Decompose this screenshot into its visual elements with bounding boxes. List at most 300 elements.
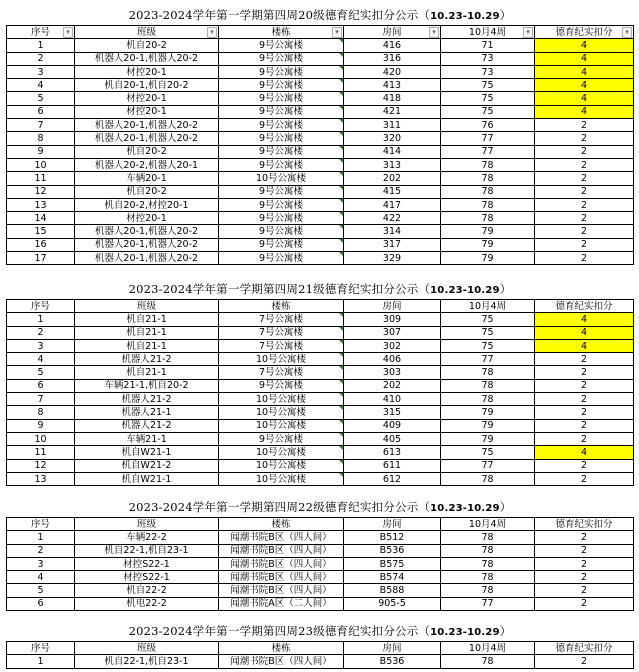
deduction-cell: 2 xyxy=(535,379,634,392)
score-cell: 75 xyxy=(441,446,535,459)
table-row xyxy=(7,655,634,668)
class-cell: 材控S22-1 xyxy=(75,571,219,584)
score-cell: 78 xyxy=(441,198,535,211)
deduction-cell: 4 xyxy=(535,65,634,78)
class-cell: 材控20-1 xyxy=(75,65,219,78)
column-header: 序号 xyxy=(7,642,75,655)
table-row xyxy=(7,119,634,132)
class-cell: 车辆20-1 xyxy=(75,172,219,185)
deduction-cell: 2 xyxy=(535,584,634,597)
table-row xyxy=(7,531,634,544)
table-row xyxy=(7,366,634,379)
table-row xyxy=(7,459,634,472)
column-header: 10月4周 xyxy=(441,642,535,655)
class-cell: 材控20-1 xyxy=(75,212,219,225)
building-cell: 9号公寓楼 xyxy=(219,105,344,118)
table-row xyxy=(7,544,634,557)
table-grade-21 xyxy=(6,280,634,486)
table-row xyxy=(7,105,634,118)
table-row xyxy=(7,406,634,419)
class-cell: 机器人21-2 xyxy=(75,353,219,366)
room-cell: 413 xyxy=(344,79,441,92)
index-cell: 6 xyxy=(7,105,75,118)
class-cell: 机自W21-1 xyxy=(75,446,219,459)
index-cell: 13 xyxy=(7,198,75,211)
building-cell: 9号公寓楼 xyxy=(219,92,344,105)
table-grade-22 xyxy=(6,498,634,611)
class-cell: 机自21-1 xyxy=(75,326,219,339)
building-cell: 7号公寓楼 xyxy=(219,366,344,379)
class-cell: 机自W21-2 xyxy=(75,459,219,472)
title-suffix: ） xyxy=(499,499,512,514)
table-row xyxy=(7,172,634,185)
score-cell: 78 xyxy=(441,531,535,544)
class-cell: 机自21-1 xyxy=(75,339,219,352)
index-cell: 1 xyxy=(7,531,75,544)
table-row xyxy=(7,472,634,485)
room-cell: B512 xyxy=(344,531,441,544)
deduction-cell: 4 xyxy=(535,313,634,326)
score-cell: 75 xyxy=(441,92,535,105)
column-header: 10月4周 xyxy=(441,300,535,313)
index-cell: 5 xyxy=(7,584,75,597)
index-cell: 7 xyxy=(7,119,75,132)
column-header: 德育纪实扣分 xyxy=(535,300,634,313)
deduction-cell: 2 xyxy=(535,353,634,366)
deduction-cell: 2 xyxy=(535,238,634,251)
deduction-cell: 2 xyxy=(535,393,634,406)
table-row xyxy=(7,379,634,392)
score-cell: 78 xyxy=(441,544,535,557)
deduction-cell: 2 xyxy=(535,119,634,132)
deduction-cell: 4 xyxy=(535,446,634,459)
title-suffix: ） xyxy=(499,281,512,296)
building-cell: 9号公寓楼 xyxy=(219,119,344,132)
room-cell: B574 xyxy=(344,571,441,584)
deduction-cell: 4 xyxy=(535,52,634,65)
building-cell: 9号公寓楼 xyxy=(219,65,344,78)
index-cell: 10 xyxy=(7,432,75,445)
room-cell: B588 xyxy=(344,584,441,597)
index-cell: 3 xyxy=(7,65,75,78)
table-row xyxy=(7,584,634,597)
deduction-cell: 4 xyxy=(535,105,634,118)
deduction-cell: 2 xyxy=(535,198,634,211)
deduction-cell: 4 xyxy=(535,79,634,92)
index-cell: 13 xyxy=(7,472,75,485)
class-cell: 机器人20-1,机器人20-2 xyxy=(75,132,219,145)
column-header: 房间 xyxy=(344,518,441,531)
table-title-row xyxy=(7,280,634,300)
column-header: 房间 xyxy=(344,300,441,313)
index-cell: 1 xyxy=(7,313,75,326)
room-cell: 202 xyxy=(344,379,441,392)
score-cell: 77 xyxy=(441,145,535,158)
building-cell: 9号公寓楼 xyxy=(219,52,344,65)
deduction-cell: 2 xyxy=(535,366,634,379)
title-prefix: 2023-2024学年第一学期第四周22级德育纪实扣分公示（ xyxy=(128,499,431,514)
table-row xyxy=(7,39,634,52)
deduction-cell: 2 xyxy=(535,597,634,610)
table-row xyxy=(7,158,634,171)
table-row xyxy=(7,198,634,211)
room-cell: 316 xyxy=(344,52,441,65)
deduction-cell: 4 xyxy=(535,326,634,339)
column-header: 班级 xyxy=(75,518,219,531)
room-cell: 317 xyxy=(344,238,441,251)
building-cell: 9号公寓楼 xyxy=(219,379,344,392)
title-suffix: ） xyxy=(499,7,512,22)
deduction-cell: 2 xyxy=(535,571,634,584)
room-cell: 302 xyxy=(344,339,441,352)
index-cell: 16 xyxy=(7,238,75,251)
score-cell: 79 xyxy=(441,419,535,432)
index-cell: 7 xyxy=(7,393,75,406)
table-title xyxy=(7,498,634,518)
deduction-cell: 2 xyxy=(535,406,634,419)
score-cell: 77 xyxy=(441,459,535,472)
score-cell: 73 xyxy=(441,52,535,65)
table-row xyxy=(7,212,634,225)
column-header: 10月4周 xyxy=(441,518,535,531)
room-cell: 612 xyxy=(344,472,441,485)
score-cell: 78 xyxy=(441,472,535,485)
table-header-row xyxy=(7,26,634,39)
deduction-cell: 2 xyxy=(535,655,634,668)
score-cell: 78 xyxy=(441,185,535,198)
score-cell: 75 xyxy=(441,339,535,352)
building-cell: 9号公寓楼 xyxy=(219,79,344,92)
table-title-row xyxy=(7,498,634,518)
table-row xyxy=(7,339,634,352)
class-cell: 机自20-2 xyxy=(75,39,219,52)
deduction-cell: 2 xyxy=(535,432,634,445)
title-date-range: 10.23-10.29 xyxy=(430,284,500,296)
table-row xyxy=(7,597,634,610)
class-cell: 机器人20-1,机器人20-2 xyxy=(75,52,219,65)
table-row xyxy=(7,326,634,339)
table-row xyxy=(7,353,634,366)
index-cell: 6 xyxy=(7,597,75,610)
column-header[interactable]: 楼栋 ▾ xyxy=(219,26,344,39)
column-header[interactable]: 序号 ▾ xyxy=(7,26,75,39)
index-cell: 11 xyxy=(7,172,75,185)
deduction-cell: 2 xyxy=(535,557,634,570)
building-cell: 9号公寓楼 xyxy=(219,252,344,265)
column-header: 班级 xyxy=(75,300,219,313)
room-cell: 611 xyxy=(344,459,441,472)
index-cell: 4 xyxy=(7,571,75,584)
room-cell: 905-5 xyxy=(344,597,441,610)
column-header: 序号 xyxy=(7,518,75,531)
building-cell: 9号公寓楼 xyxy=(219,145,344,158)
class-cell: 机自20-2 xyxy=(75,145,219,158)
building-cell: 10号公寓楼 xyxy=(219,419,344,432)
class-cell: 机自21-1 xyxy=(75,313,219,326)
table-row xyxy=(7,65,634,78)
index-cell: 1 xyxy=(7,655,75,668)
deduction-cell: 4 xyxy=(535,92,634,105)
score-cell: 78 xyxy=(441,655,535,668)
building-cell: 10号公寓楼 xyxy=(219,353,344,366)
building-cell: 闻潮书院B区（四人间） xyxy=(219,655,344,668)
table-row xyxy=(7,92,634,105)
deduction-cell: 2 xyxy=(535,544,634,557)
column-header[interactable]: 德育纪实扣分 ▾ xyxy=(535,26,634,39)
score-cell: 78 xyxy=(441,172,535,185)
class-cell: 车辆22-2 xyxy=(75,531,219,544)
column-header[interactable]: 班级 ▾ xyxy=(75,26,219,39)
class-cell: 车辆21-1,机自20-2 xyxy=(75,379,219,392)
building-cell: 闻潮书院A区（二人间） xyxy=(219,597,344,610)
index-cell: 2 xyxy=(7,544,75,557)
deduction-cell: 2 xyxy=(535,531,634,544)
room-cell: 202 xyxy=(344,172,441,185)
building-cell: 闻潮书院B区（四人间） xyxy=(219,544,344,557)
title-prefix: 2023-2024学年第一学期第四周23级德育纪实扣分公示（ xyxy=(128,623,431,638)
score-cell: 77 xyxy=(441,132,535,145)
deduction-cell: 2 xyxy=(535,145,634,158)
table-header-row xyxy=(7,518,634,531)
building-cell: 9号公寓楼 xyxy=(219,132,344,145)
index-cell: 3 xyxy=(7,339,75,352)
score-cell: 79 xyxy=(441,406,535,419)
deduction-cell: 2 xyxy=(535,212,634,225)
table-row xyxy=(7,446,634,459)
column-header: 德育纪实扣分 xyxy=(535,518,634,531)
building-cell: 10号公寓楼 xyxy=(219,406,344,419)
index-cell: 9 xyxy=(7,145,75,158)
room-cell: 414 xyxy=(344,145,441,158)
column-header[interactable]: 10月4周 ▾ xyxy=(441,26,535,39)
title-date-range: 10.23-10.29 xyxy=(430,502,500,514)
room-cell: B536 xyxy=(344,544,441,557)
class-cell: 车辆21-1 xyxy=(75,432,219,445)
deduction-cell: 4 xyxy=(535,339,634,352)
room-cell: 421 xyxy=(344,105,441,118)
table-title-row xyxy=(7,622,634,642)
index-cell: 17 xyxy=(7,252,75,265)
room-cell: B536 xyxy=(344,655,441,668)
building-cell: 闻潮书院B区（四人间） xyxy=(219,531,344,544)
room-cell: 422 xyxy=(344,212,441,225)
table-row xyxy=(7,313,634,326)
table-row xyxy=(7,185,634,198)
class-cell: 机自W21-1 xyxy=(75,472,219,485)
table-row xyxy=(7,432,634,445)
score-cell: 77 xyxy=(441,597,535,610)
building-cell: 闻潮书院B区（四人间） xyxy=(219,584,344,597)
building-cell: 10号公寓楼 xyxy=(219,446,344,459)
building-cell: 闻潮书院B区（四人间） xyxy=(219,571,344,584)
building-cell: 9号公寓楼 xyxy=(219,432,344,445)
index-cell: 12 xyxy=(7,185,75,198)
class-cell: 机器人20-1,机器人20-2 xyxy=(75,252,219,265)
score-cell: 78 xyxy=(441,393,535,406)
score-cell: 73 xyxy=(441,65,535,78)
index-cell: 4 xyxy=(7,79,75,92)
score-cell: 78 xyxy=(441,571,535,584)
room-cell: 410 xyxy=(344,393,441,406)
index-cell: 2 xyxy=(7,52,75,65)
class-cell: 材控20-1 xyxy=(75,92,219,105)
deduction-cell: 2 xyxy=(535,472,634,485)
column-header: 楼栋 xyxy=(219,518,344,531)
building-cell: 10号公寓楼 xyxy=(219,393,344,406)
room-cell: 303 xyxy=(344,366,441,379)
class-cell: 机器人20-2,机器人20-1 xyxy=(75,158,219,171)
table-header-row xyxy=(7,300,634,313)
score-cell: 75 xyxy=(441,105,535,118)
index-cell: 8 xyxy=(7,132,75,145)
index-cell: 15 xyxy=(7,225,75,238)
index-cell: 14 xyxy=(7,212,75,225)
table-row xyxy=(7,225,634,238)
room-cell: 406 xyxy=(344,353,441,366)
room-cell: 311 xyxy=(344,119,441,132)
building-cell: 7号公寓楼 xyxy=(219,326,344,339)
index-cell: 6 xyxy=(7,379,75,392)
class-cell: 机自22-1,机自23-1 xyxy=(75,655,219,668)
table-title xyxy=(7,622,634,642)
room-cell: 415 xyxy=(344,185,441,198)
index-cell: 2 xyxy=(7,326,75,339)
class-cell: 机自20-2 xyxy=(75,185,219,198)
room-cell: 409 xyxy=(344,419,441,432)
room-cell: 613 xyxy=(344,446,441,459)
room-cell: 329 xyxy=(344,252,441,265)
room-cell: 405 xyxy=(344,432,441,445)
column-header: 楼栋 xyxy=(219,300,344,313)
class-cell: 机自21-1 xyxy=(75,366,219,379)
column-header: 班级 xyxy=(75,642,219,655)
class-cell: 机电22-2 xyxy=(75,597,219,610)
table-row xyxy=(7,79,634,92)
column-header: 楼栋 xyxy=(219,642,344,655)
class-cell: 机器人21-2 xyxy=(75,419,219,432)
index-cell: 8 xyxy=(7,406,75,419)
building-cell: 9号公寓楼 xyxy=(219,185,344,198)
building-cell: 9号公寓楼 xyxy=(219,238,344,251)
table-title xyxy=(7,280,634,300)
column-header: 德育纪实扣分 xyxy=(535,642,634,655)
building-cell: 9号公寓楼 xyxy=(219,39,344,52)
building-cell: 7号公寓楼 xyxy=(219,313,344,326)
room-cell: 314 xyxy=(344,225,441,238)
room-cell: 313 xyxy=(344,158,441,171)
table-grade-20 xyxy=(6,6,634,265)
score-cell: 79 xyxy=(441,225,535,238)
score-cell: 71 xyxy=(441,39,535,52)
title-prefix: 2023-2024学年第一学期第四周20级德育纪实扣分公示（ xyxy=(128,7,431,22)
room-cell: 416 xyxy=(344,39,441,52)
building-cell: 10号公寓楼 xyxy=(219,172,344,185)
score-cell: 75 xyxy=(441,313,535,326)
building-cell: 闻潮书院B区（四人间） xyxy=(219,557,344,570)
score-cell: 79 xyxy=(441,432,535,445)
score-cell: 77 xyxy=(441,353,535,366)
index-cell: 1 xyxy=(7,39,75,52)
title-date-range: 10.23-10.29 xyxy=(430,626,500,638)
index-cell: 11 xyxy=(7,446,75,459)
deduction-cell: 2 xyxy=(535,185,634,198)
table-row xyxy=(7,252,634,265)
class-cell: 机自22-1,机自23-1 xyxy=(75,544,219,557)
deduction-cell: 2 xyxy=(535,225,634,238)
index-cell: 9 xyxy=(7,419,75,432)
table-header-row xyxy=(7,642,634,655)
index-cell: 5 xyxy=(7,92,75,105)
building-cell: 7号公寓楼 xyxy=(219,339,344,352)
score-cell: 76 xyxy=(441,119,535,132)
score-cell: 78 xyxy=(441,366,535,379)
class-cell: 材控20-1 xyxy=(75,105,219,118)
building-cell: 9号公寓楼 xyxy=(219,212,344,225)
class-cell: 机器人21-2 xyxy=(75,393,219,406)
room-cell: 307 xyxy=(344,326,441,339)
building-cell: 9号公寓楼 xyxy=(219,198,344,211)
table-title xyxy=(7,6,634,26)
index-cell: 12 xyxy=(7,459,75,472)
deduction-cell: 4 xyxy=(535,39,634,52)
room-cell: 417 xyxy=(344,198,441,211)
column-header: 房间 xyxy=(344,642,441,655)
index-cell: 4 xyxy=(7,353,75,366)
column-header: 序号 xyxy=(7,300,75,313)
score-cell: 75 xyxy=(441,79,535,92)
title-suffix: ） xyxy=(499,623,512,638)
score-cell: 78 xyxy=(441,212,535,225)
class-cell: 机器人21-1 xyxy=(75,406,219,419)
deduction-cell: 2 xyxy=(535,158,634,171)
room-cell: 420 xyxy=(344,65,441,78)
score-cell: 79 xyxy=(441,238,535,251)
table-row xyxy=(7,238,634,251)
room-cell: 309 xyxy=(344,313,441,326)
title-prefix: 2023-2024学年第一学期第四周21级德育纪实扣分公示（ xyxy=(128,281,431,296)
score-cell: 79 xyxy=(441,252,535,265)
column-header[interactable]: 房间 ▾ xyxy=(344,26,441,39)
table-row xyxy=(7,557,634,570)
room-cell: 418 xyxy=(344,92,441,105)
deduction-cell: 2 xyxy=(535,172,634,185)
table-row xyxy=(7,393,634,406)
deduction-cell: 2 xyxy=(535,132,634,145)
index-cell: 3 xyxy=(7,557,75,570)
deduction-cell: 2 xyxy=(535,419,634,432)
class-cell: 机器人20-1,机器人20-2 xyxy=(75,238,219,251)
class-cell: 机器人20-1,机器人20-2 xyxy=(75,225,219,238)
table-row xyxy=(7,571,634,584)
class-cell: 材控S22-1 xyxy=(75,557,219,570)
class-cell: 机器人20-1,机器人20-2 xyxy=(75,119,219,132)
room-cell: B575 xyxy=(344,557,441,570)
score-cell: 78 xyxy=(441,584,535,597)
index-cell: 10 xyxy=(7,158,75,171)
table-row xyxy=(7,145,634,158)
table-grade-23 xyxy=(6,622,634,669)
index-cell: 5 xyxy=(7,366,75,379)
score-cell: 78 xyxy=(441,379,535,392)
class-cell: 机自20-2,材控20-1 xyxy=(75,198,219,211)
table-title-row xyxy=(7,6,634,26)
table-row xyxy=(7,132,634,145)
building-cell: 10号公寓楼 xyxy=(219,459,344,472)
score-cell: 78 xyxy=(441,557,535,570)
deduction-cell: 2 xyxy=(535,459,634,472)
room-cell: 315 xyxy=(344,406,441,419)
class-cell: 机自22-2 xyxy=(75,584,219,597)
